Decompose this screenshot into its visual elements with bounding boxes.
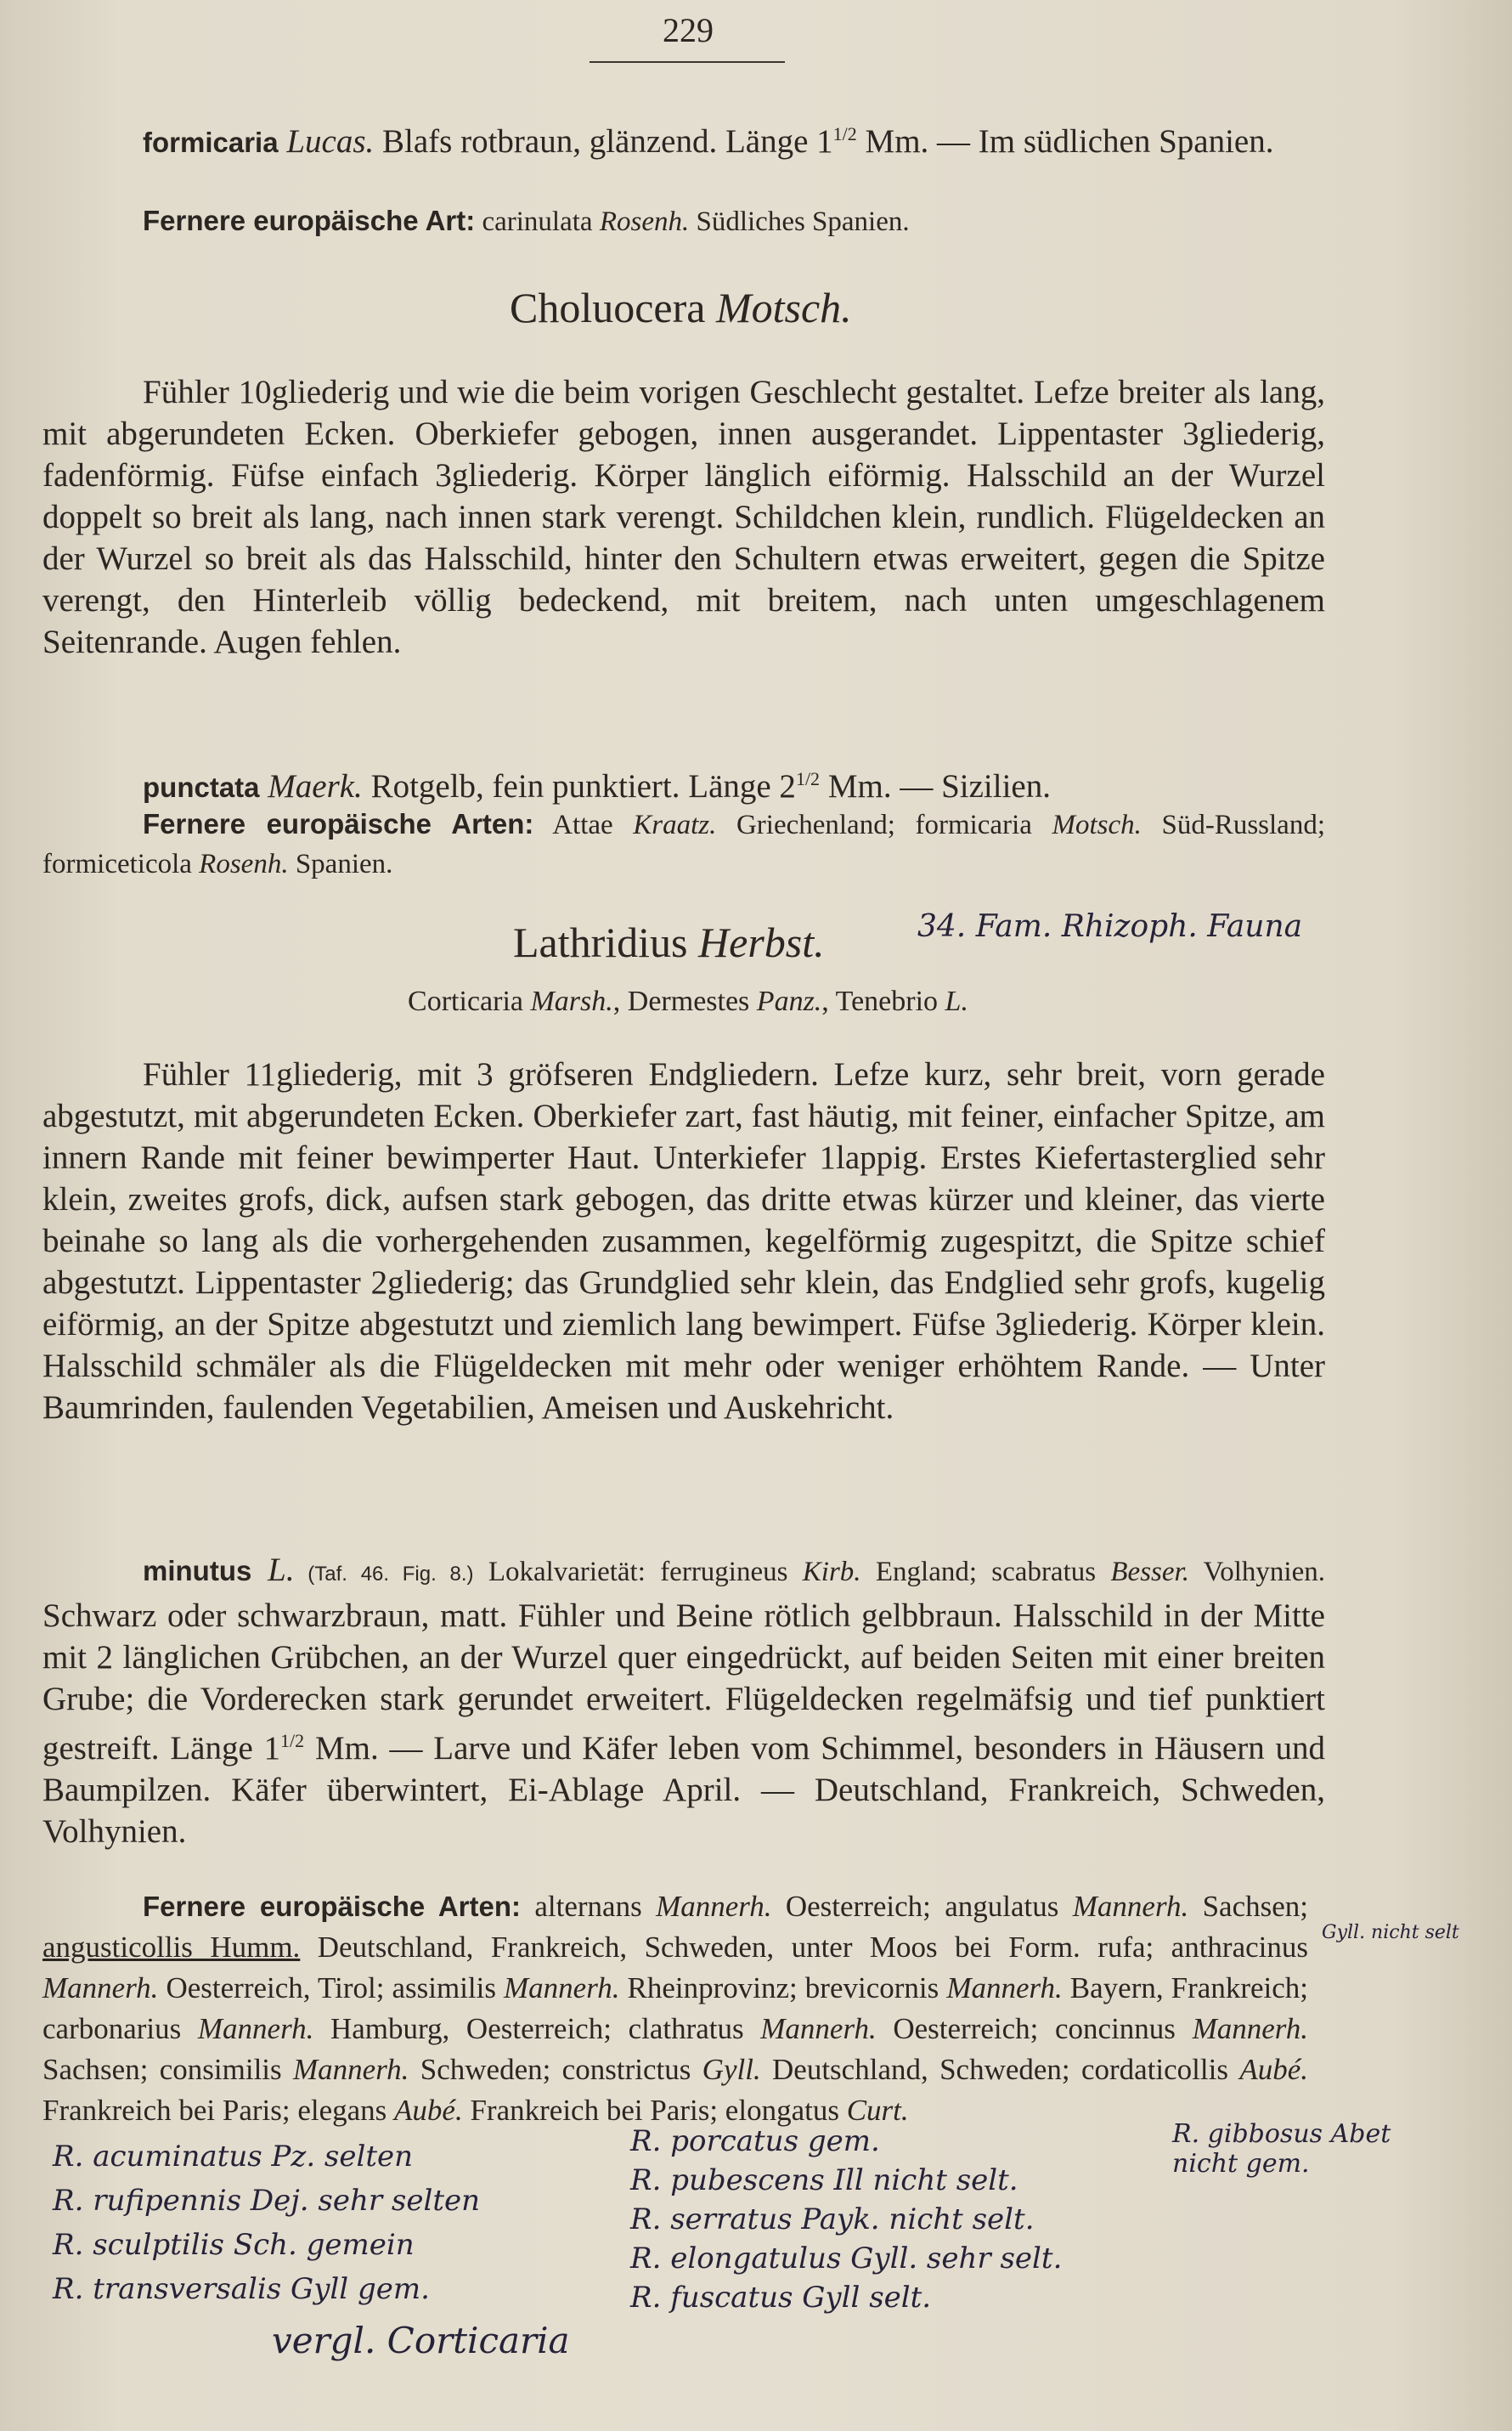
handwritten-crossref: vergl. Corticaria [272,2320,570,2361]
handwritten-entry: R. serratus Payk. nicht selt. [630,2202,1035,2236]
genus-heading-lathridius: Lathridius Herbst. [513,919,825,966]
species-minutus: minutus L. (Taf. 46. Fig. 8.) Lokalvarietät: ferrugineus Kirb. England; scabratus Besser. Volhynien. Schwarz oder schwarzbraun, matt. Fühler und Beine rötlich gelbbraun. Halsschild in der Mitte mit 2 länglichen Grübchen, an der Wurzel quer eingedrückt, auf beiden Seiten mit einer breiten Grube; die Vorderecken stark gerundet erweitert. Flügeldecken regelmäfsig und tief punktiert gestreift. Länge $1^{1/2}$ Mm. — Larve und Käfer leben vom Schimmel, besonders in Häusern und Baumpilzen. Käfer überwintert, Ei-Ablage April. — Deutschland, Frankreich, Schweden, Volhynien. [42,1552,1325,1850]
author: Lucas. [286,123,375,160]
handwritten-family-note: 34. Fam. Rhizoph. Fauna [917,909,1303,944]
fernere-label: Fernere europäische Arten: [143,1891,521,1922]
header-rule [590,61,785,63]
plate-reference: (Taf. 46. Fig. 8.) [294,1563,474,1586]
fernere-art-1: Fernere europäische Art: carinulata Rosenh. Südliches Spanien. [143,205,910,237]
synonyms-line: Corticaria Marsh., Dermestes Panz., Tenebrio L. [408,986,968,1017]
page-number: 229 [663,11,714,49]
species-punctata: punctata Maerk. Rotgelb, fein punktiert. Länge $2^{1/2}$ Mm. — Sizilien. [143,768,1051,805]
fernere-label: Fernere europäische Art: [143,205,476,236]
species-name: minutus [143,1555,252,1586]
fernere-arten-3: Fernere europäische Arten: alternans Mannerh. Oesterreich; angulatus Mannerh. Sachsen; angusticollis Humm. Deutschland, Frankreich, Schweden, unter Moos bei Form. rufa; anthracinus Mannerh. Oesterreich, Tirol; assimilis Mannerh. Rheinprovinz; brevicornis Mannerh. Bayern, Frankreich; carbonarius Mannerh. Hamburg, Oesterreich; clathratus Mannerh. Oesterreich; concinnus Mannerh. Sachsen; consimilis Mannerh. Schweden; constrictus Gyll. Deutschland, Schweden; cordaticollis Aubé. Frankreich bei Paris; elegans Aubé. Frankreich bei Paris; elongatus Curt. [42,1890,1309,2127]
genus-description-choluocera: Fühler 10gliederig und wie die beim vorigen Geschlecht gestaltet. Lefze breiter als lang, mit abgerundeten Ecken. Oberkiefer gebogen, innen ausgerandet. Lippentaster 3gliederig, fadenförmig. Füfse einfach 3gliederig. Körper länglich eiförmig. Halsschild an der Wurzel doppelt so breit als lang, nach innen stark verengt. Schildchen klein, rundlich. Flügeldecken an der Wurzel so breit als das Halsschild, hinter den Schultern etwas erweitert, gegen die Spitze verengt, den Hinterleib völlig bedeckend, mit breitem, nach unten umgeschlagenem Seitenrande. Augen fehlen. [42,374,1325,660]
author: Maerk. [268,768,363,805]
handwritten-margin-note: Gyll. nicht selt [1322,1922,1459,1943]
handwritten-entry: R. elongatulus Gyll. sehr selt. [630,2242,1063,2276]
underlined-species: angusticollis Humm. [42,1931,301,1964]
genus-heading-choluocera: Choluocera Motsch. [510,284,852,331]
handwritten-entry: R. porcatus gem. [630,2124,880,2158]
species-name: punctata [143,772,260,803]
author: L. [251,1552,295,1588]
handwritten-entry: R. sculptilis Sch. gemein [53,2228,415,2262]
handwritten-entry: R. gibbosus Abet nicht gem. [1172,2119,1391,2179]
handwritten-entry: R. pubescens Ill nicht selt. [630,2163,1018,2197]
species-formicaria: formicaria Lucas. Blafs rotbraun, glänzend. Länge $1^{1/2}$ Mm. — Im südlichen Spanien. [143,123,1274,160]
fernere-arten-2: Fernere europäische Arten: Attae Kraatz. Griechenland; formicaria Motsch. Süd-Russland; formiceticola Rosenh. Spanien. [42,808,1325,879]
handwritten-entry: R. acuminatus Pz. selten [53,2140,414,2174]
handwritten-entry: R. fuscatus Gyll selt. [630,2281,932,2315]
handwritten-entry: R. transversalis Gyll gem. [53,2272,430,2306]
handwritten-entry: R. rufipennis Dej. sehr selten [53,2184,481,2218]
species-name: formicaria [143,127,279,158]
genus-description-lathridius: Fühler 11gliederig, mit 3 gröfseren Endgliedern. Lefze kurz, sehr breit, vorn gerade abgestutzt, mit abgerundeten Ecken. Oberkiefer zart, fast häutig, mit feiner, einfacher Spitze, am innern Rande mit feiner bewimperter Haut. Unterkiefer 1lappig. Erstes Kiefertasterglied sehr klein, zweites grofs, dick, aufsen stark gebogen, das dritte etwas kürzer und kleiner, das vierte beinahe so lang als die vorhergehenden zusammen, kegelförmig zugespitzt, die Spitze schief abgestutzt. Lippentaster 2gliederig; das Grundglied sehr klein, das Endglied sehr grofs, kugelig eiförmig, an der Spitze abgestutzt und ziemlich lang bewimpert. Füfse 3gliederig. Körper klein. Halsschild schmäler als die Flügeldecken mit mehr oder weniger erhöhtem Rande. — Unter Baumrinden, faulenden Vegetabilien, Ameisen und Auskehricht. [42,1056,1325,1426]
fernere-label: Fernere europäische Arten: [143,808,534,840]
